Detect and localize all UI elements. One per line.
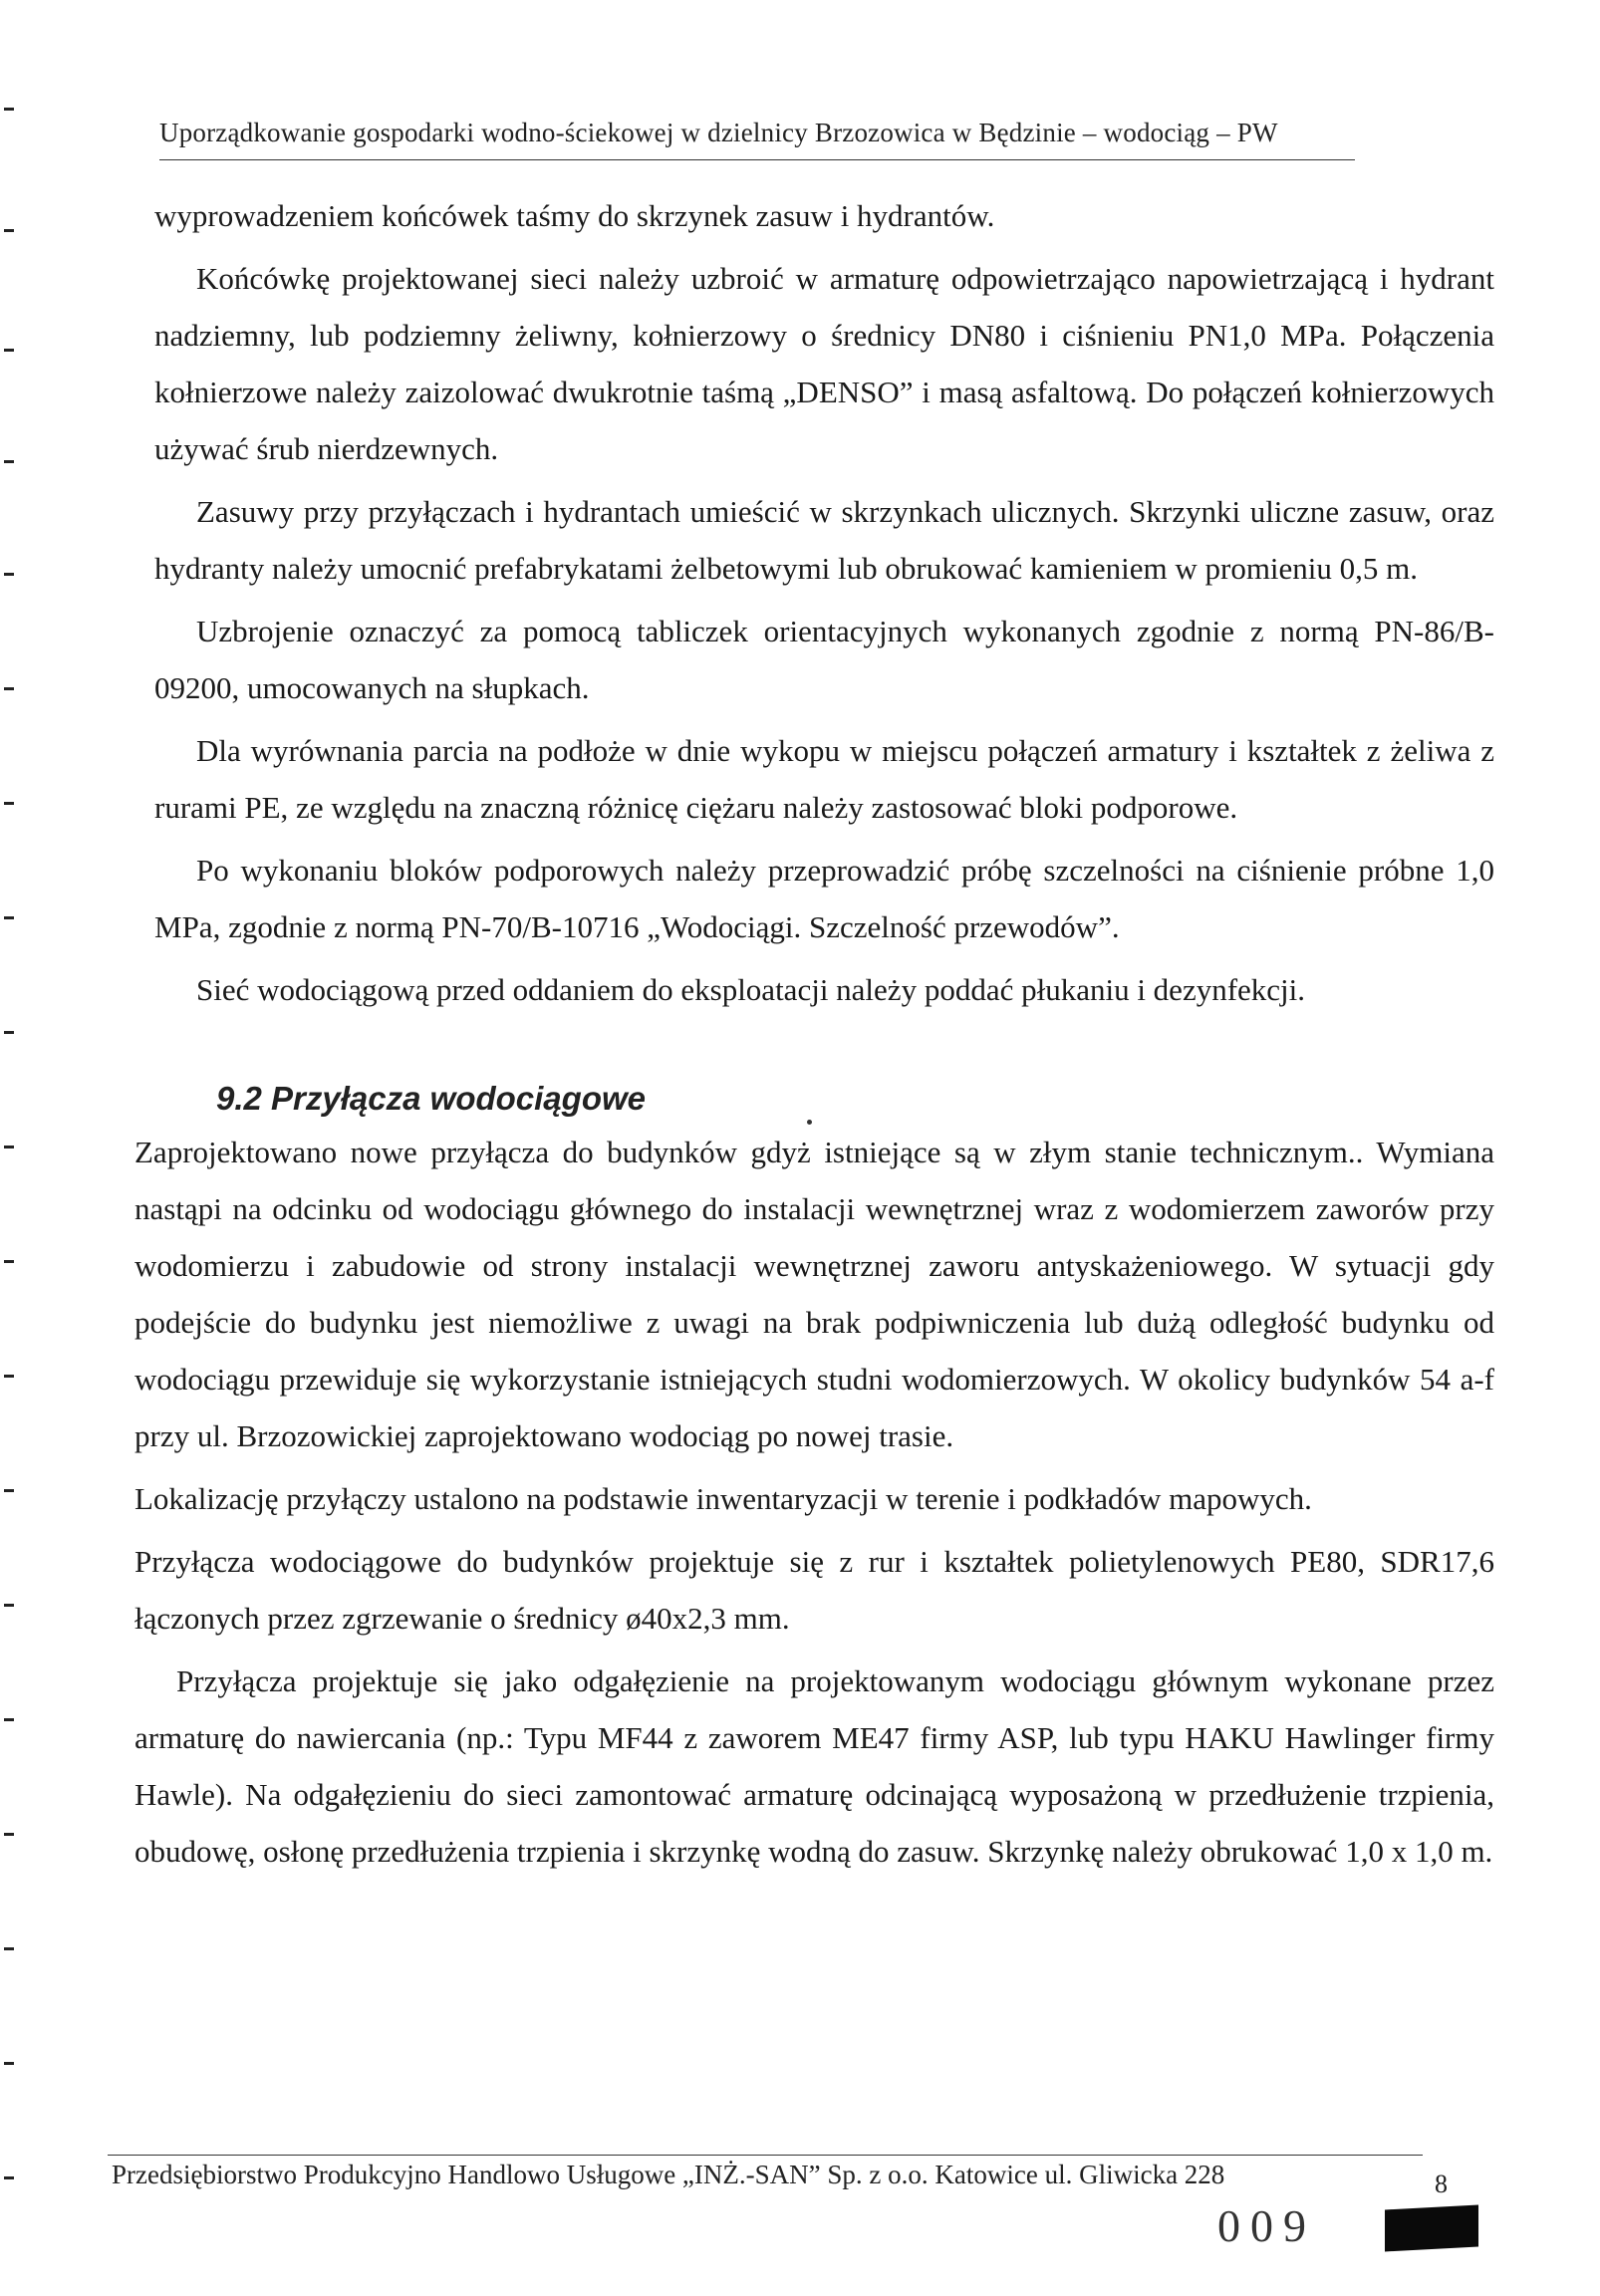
margin-mark <box>4 108 14 111</box>
section-paragraph: Przyłącza wodociągowe do budynków projektuje się z rur i kształtek polietylenowych PE80, SDR17,6 łączonych przez zgrzewanie o średnicy ø40x2,3 mm. <box>134 1544 1494 1636</box>
margin-mark <box>4 802 14 805</box>
margin-mark <box>4 460 14 463</box>
margin-mark <box>4 349 14 352</box>
margin-mark <box>4 1146 14 1148</box>
margin-mark <box>4 916 14 919</box>
header-title: Uporządkowanie gospodarki wodno-ściekowej w dzielnicy Brzozowica w Będzinie – wodociąg – PW <box>159 118 1278 147</box>
margin-mark <box>4 1260 14 1263</box>
margin-mark <box>4 1489 14 1492</box>
scan-margin-marks <box>0 0 20 2296</box>
section-body <box>134 1124 1494 1880</box>
margin-mark <box>4 1604 14 1607</box>
scan-speck <box>807 1120 812 1125</box>
black-index-tab <box>1385 2205 1478 2252</box>
margin-mark <box>4 1031 14 1034</box>
body-paragraph: wyprowadzeniem końcówek taśmy do skrzynek zasuw i hydrantów. <box>154 198 995 233</box>
page-number: 8 <box>1435 2169 1448 2198</box>
margin-mark <box>4 1833 14 1836</box>
section-paragraph: Przyłącza projektuje się jako odgałęzienie na projektowanym wodociągu głównym wykonane przez armaturę do nawiercania (np.: Typu MF44 z zaworem ME47 firmy ASP, lub typu HAKU Hawlinger firmy Hawle). Na odgałęzieniu do sieci zamontować armaturę odcinającą wyposażoną w przedłużenie trzpienia, obudowę, osłonę przedłużenia trzpienia i skrzynkę wodną do zasuw. Skrzynkę należy obrukować 1,0 x 1,0 m. <box>134 1663 1494 1869</box>
document-body <box>134 187 1494 1886</box>
margin-mark <box>4 1718 14 1721</box>
margin-mark <box>4 1947 14 1950</box>
body-paragraph: Zasuwy przy przyłączach i hydrantach umieścić w skrzynkach ulicznych. Skrzynki uliczne zasuw, oraz hydranty należy umocnić prefabrykatami żelbetowymi lub obrukować kamieniem w promieniu 0,5 m. <box>154 494 1494 586</box>
margin-mark <box>4 573 14 576</box>
body-paragraph: Uzbrojenie oznaczyć za pomocą tabliczek orientacyjnych wykonanych zgodnie z normą PN-86/B-09200, umocowanych na słupkach. <box>154 614 1494 705</box>
body-paragraph: Po wykonaniu bloków podporowych należy przeprowadzić próbę szczelności na ciśnienie próbne 1,0 MPa, zgodnie z normą PN-70/B-10716 „Wodociągi. Szczelność przewodów”. <box>154 853 1494 944</box>
body-paragraph: Dla wyrównania parcia na podłoże w dnie wykopu w miejscu połączeń armatury i kształtek z żeliwa z rurami PE, ze względu na znaczną różnicę ciężaru należy zastosować bloki podporowe. <box>154 733 1494 825</box>
margin-mark <box>4 687 14 690</box>
page-footer: Przedsiębiorstwo Produkcyjno Handlowo Usługowe „INŻ.-SAN” Sp. z o.o. Katowice ul. Gliwicka 228 <box>112 2160 1225 2189</box>
stamp-number: 009 <box>1217 2200 1316 2251</box>
section-paragraph: Zaprojektowano nowe przyłącza do budynków gdyż istniejące są w złym stanie technicznym.. Wymiana nastąpi na odcinku od wodociągu głównego do instalacji wewnętrznej wraz z wodomierzem zaworów przy wodomierzu i zabudowie od strony instalacji wewnętrznej zaworu antyskażeniowego. W sytuacji gdy podejście do budynku jest niemożliwe z uwagi na brak podpiwniczenia lub dużą odległość budynku od wodociągu przewiduje się wykorzystanie istniejących studni wodomierzowych. W okolicy budynków 54 a-f przy ul. Brzozowickiej zaprojektowano wodociąg po nowej trasie. <box>134 1135 1494 1453</box>
section-heading: 9.2 Przyłącza wodociągowe <box>216 1080 646 1117</box>
section-paragraph: Lokalizację przyłączy ustalono na podstawie inwentaryzacji w terenie i podkładów mapowych. <box>134 1481 1312 1516</box>
page-header <box>159 118 1315 148</box>
body-paragraph: Sieć wodociągową przed oddaniem do eksploatacji należy poddać płukaniu i dezynfekcji. <box>196 972 1306 1007</box>
body-paragraph: Końcówkę projektowanej sieci należy uzbroić w armaturę odpowietrzająco napowietrzającą i hydrant nadziemny, lub podziemny żeliwny, kołnierzowy o średnicy DN80 i ciśnieniu PN1,0 MPa. Połączenia kołnierzowe należy zaizolować dwukrotnie taśmą „DENSO” i masą asfaltową. Do połączeń kołnierzowych używać śrub nierdzewnych. <box>154 261 1494 466</box>
footer-divider <box>108 2155 1423 2156</box>
margin-mark <box>4 2176 14 2179</box>
margin-mark <box>4 2062 14 2065</box>
margin-mark <box>4 229 14 232</box>
margin-mark <box>4 1375 14 1378</box>
header-divider <box>159 159 1355 160</box>
